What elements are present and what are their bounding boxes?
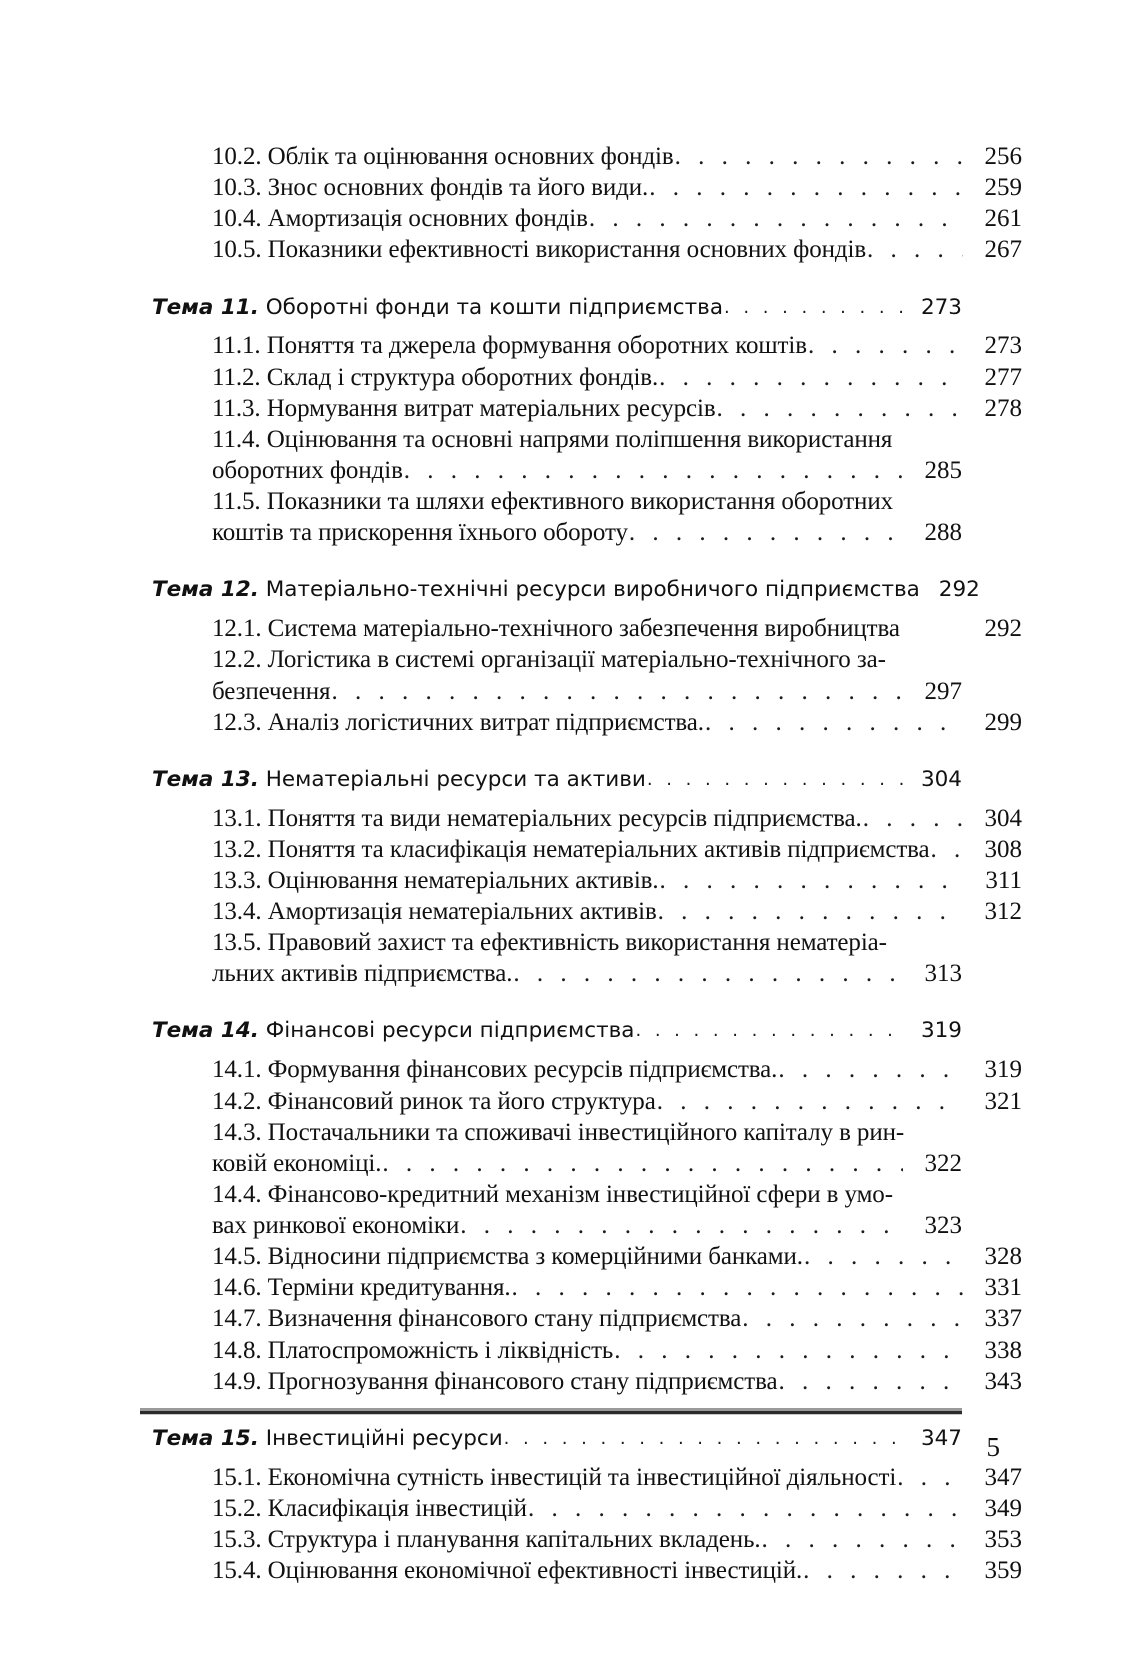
entry-label: 11.2. Склад і структура оборотних фондів.	[212, 363, 659, 391]
dot-leader	[528, 1493, 963, 1524]
theme-title: Фінансові ресурси підприємства	[258, 1018, 635, 1044]
toc-theme-entry[interactable]	[152, 577, 980, 603]
toc-entry[interactable]	[212, 707, 1022, 738]
entry-page-number: 292	[984, 615, 1022, 643]
theme-title: Матеріально-технічні ресурси виробничого підприємства	[258, 577, 920, 603]
dot-leader	[803, 1555, 963, 1586]
entry-label: безпечення	[212, 677, 331, 705]
entry-label: 14.7. Визначення фінансового стану підприємства	[212, 1305, 742, 1333]
entry-page-number: 319	[984, 1056, 1022, 1084]
entry-label: 14.3. Постачальники та споживачі інвестиційного капіталу в рин-	[212, 1118, 905, 1146]
entry-label: 15.2. Класифікація інвестицій	[212, 1494, 527, 1522]
toc-theme-entry[interactable]	[152, 1019, 962, 1044]
toc-group	[152, 141, 1022, 266]
theme-number: Тема 15.	[152, 1425, 259, 1451]
entry-page-number: 292	[938, 577, 980, 603]
toc-entry[interactable]	[212, 234, 1022, 265]
toc-group	[152, 577, 1022, 737]
theme-label	[152, 1427, 503, 1452]
entry-label: 12.3. Аналіз логістичних витрат підприємства.	[212, 708, 704, 736]
toc-entry-line-last	[212, 958, 962, 989]
toc-entry[interactable]	[212, 1493, 1022, 1524]
theme-title: Нематеріальні ресурси та активи	[258, 766, 646, 792]
dot-leader	[614, 1335, 963, 1366]
dot-leader	[931, 834, 963, 865]
toc-entry-line-last	[212, 676, 962, 707]
toc-entry[interactable]	[212, 1555, 1022, 1586]
entry-label: 13.1. Поняття та види нематеріальних ресурсів підприємства.	[212, 804, 862, 832]
entry-label: 11.3. Нормування витрат матеріальних ресурсів	[212, 394, 716, 422]
dot-leader	[897, 1462, 963, 1493]
entry-label: оборотних фондів	[212, 456, 403, 484]
entry-label: 14.8. Платоспроможність і ліквідність	[212, 1336, 614, 1364]
toc-entry-line	[212, 927, 962, 958]
toc-group	[152, 294, 1022, 549]
toc-entry[interactable]	[212, 1179, 962, 1241]
toc-entry[interactable]	[212, 1303, 1022, 1334]
toc-theme-entry[interactable]	[152, 1427, 962, 1452]
entry-page-number: 338	[984, 1336, 1022, 1364]
toc-entry[interactable]	[212, 865, 1022, 896]
footer-divider	[140, 1408, 962, 1415]
toc-entry[interactable]	[212, 644, 962, 706]
theme-title: Інвестиційні ресурси	[258, 1425, 503, 1451]
toc-entry-line-last	[212, 455, 962, 486]
dot-leader	[460, 1210, 903, 1241]
toc-entry[interactable]	[212, 896, 1022, 927]
toc-theme-entry[interactable]	[152, 296, 962, 321]
entry-label: коштів та прискорення їхнього обороту	[212, 519, 628, 547]
table-of-contents	[152, 141, 1022, 1586]
toc-entry[interactable]	[212, 1272, 1022, 1303]
dot-leader	[657, 1086, 963, 1117]
entry-page-number: 349	[984, 1494, 1022, 1522]
dot-leader	[659, 362, 963, 393]
dot-leader	[867, 234, 963, 265]
dot-leader	[404, 455, 903, 486]
entry-page-number: 353	[984, 1525, 1022, 1553]
entry-page-number: 328	[984, 1243, 1022, 1271]
dot-leader	[804, 1241, 963, 1272]
entry-page-number: 273	[984, 332, 1022, 360]
toc-entry[interactable]	[212, 1335, 1022, 1366]
entry-page-number: 261	[984, 205, 1022, 233]
toc-entry-line-last	[212, 517, 962, 548]
entry-label: 14.2. Фінансовий ринок та його структура	[212, 1087, 656, 1115]
toc-entry[interactable]	[212, 1117, 962, 1179]
entry-label: 13.5. Правовий захист та ефективність використання нематеріа-	[212, 929, 887, 957]
dot-leader	[863, 803, 963, 834]
entry-page-number: 359	[984, 1557, 1022, 1585]
theme-number: Тема 12.	[152, 577, 259, 603]
toc-entry[interactable]	[212, 927, 962, 989]
dot-leader	[382, 1148, 903, 1179]
footer-divider-shadow	[140, 1414, 962, 1415]
theme-label	[152, 578, 920, 603]
toc-entry[interactable]	[212, 172, 1022, 203]
entry-label: 15.3. Структура і планування капітальних вкладень.	[212, 1525, 761, 1553]
dot-leader	[331, 676, 903, 707]
entry-page-number: 347	[984, 1463, 1022, 1491]
theme-title: Оборотні фонди та кошти підприємства	[258, 294, 723, 320]
entry-page-number: 323	[924, 1212, 962, 1239]
entry-page-number: 304	[920, 766, 962, 792]
dot-leader	[778, 1054, 963, 1085]
entry-label: вах ринкової економіки	[212, 1212, 460, 1239]
entry-page-number: 278	[984, 394, 1022, 422]
toc-entry-line	[212, 424, 962, 455]
entry-label: 11.5. Показники та шляхи ефективного використання оборотних	[212, 488, 894, 516]
entry-label: 13.3. Оцінювання нематеріальних активів.	[212, 866, 659, 894]
dot-leader	[660, 865, 963, 896]
dot-leader	[629, 517, 903, 548]
entry-label: 11.1. Поняття та джерела формування оборотних коштів	[212, 332, 807, 360]
entry-page-number: 321	[984, 1087, 1022, 1115]
entry-page-number: 308	[984, 835, 1022, 863]
entry-page-number: 312	[984, 898, 1022, 926]
entry-label: 10.5. Показники ефективності використання основних фондів	[212, 236, 867, 264]
dot-leader	[589, 203, 963, 234]
entry-page-number: 343	[984, 1367, 1022, 1395]
toc-entry-line	[212, 1179, 962, 1210]
toc-entry[interactable]	[212, 203, 1022, 234]
dot-leader	[724, 298, 903, 319]
entry-label: 15.1. Економічна сутність інвестицій та інвестиційної діяльності	[212, 1463, 897, 1491]
entry-label: 11.4. Оцінювання та основні напрями поліпшення використання	[212, 425, 893, 453]
entry-label: 10.3. Знос основних фондів та його види.	[212, 174, 649, 202]
entry-page-number: 311	[985, 866, 1022, 894]
entry-page-number: 273	[920, 294, 962, 320]
toc-entry[interactable]	[212, 330, 1022, 361]
dot-leader	[742, 1303, 963, 1334]
toc-entry-line-last	[212, 1210, 962, 1241]
entry-page-number: 304	[984, 804, 1022, 832]
dot-leader	[513, 958, 903, 989]
dot-leader	[808, 330, 963, 361]
dot-leader	[658, 896, 963, 927]
theme-number: Тема 13.	[152, 766, 259, 792]
dot-leader	[675, 141, 963, 172]
entry-page-number: 331	[984, 1274, 1022, 1302]
dot-leader	[647, 770, 903, 791]
theme-number: Тема 14.	[152, 1018, 259, 1044]
entry-page-number: 347	[920, 1425, 962, 1451]
dot-leader	[705, 707, 963, 738]
entry-page-number: 319	[920, 1018, 962, 1044]
toc-entry[interactable]	[212, 424, 962, 486]
toc-entry-line-last	[212, 1148, 962, 1179]
toc-theme-entry[interactable]	[152, 768, 962, 793]
dot-leader	[649, 172, 963, 203]
toc-entry[interactable]	[212, 1524, 1022, 1555]
toc-entry[interactable]	[212, 362, 1022, 393]
theme-number: Тема 11.	[152, 294, 259, 320]
dot-leader	[504, 1429, 903, 1450]
entry-label: льних активів підприємства.	[212, 960, 513, 988]
entry-page-number: 285	[924, 456, 962, 484]
dot-leader	[717, 393, 963, 424]
entry-page-number: 267	[984, 236, 1022, 264]
entry-page-number: 277	[984, 363, 1022, 391]
toc-group	[152, 1425, 1022, 1586]
entry-label: 12.1. Система матеріально-технічного забезпечення виробництва	[212, 615, 900, 643]
toc-entry[interactable]	[212, 486, 962, 548]
entry-label: 14.6. Терміни кредитування.	[212, 1274, 511, 1302]
toc-entry-line	[212, 1117, 962, 1148]
toc-entry[interactable]	[212, 1241, 1022, 1272]
entry-page-number: 299	[984, 708, 1022, 736]
toc-entry-line	[212, 644, 962, 675]
dot-leader	[762, 1524, 963, 1555]
toc-entry[interactable]	[212, 613, 1022, 644]
dot-leader	[512, 1272, 963, 1303]
toc-entry-line	[212, 486, 962, 517]
toc-entry[interactable]	[212, 834, 1022, 865]
entry-label: 12.2. Логістика в системі організації матеріально-технічного за-	[212, 646, 886, 674]
toc-entry[interactable]	[212, 1054, 1022, 1085]
entry-page-number: 259	[984, 174, 1022, 202]
theme-label	[152, 296, 723, 321]
toc-entry[interactable]	[212, 1462, 1022, 1493]
entry-page-number: 313	[924, 960, 962, 988]
entry-label: 14.1. Формування фінансових ресурсів підприємства.	[212, 1056, 778, 1084]
entry-label: 14.5. Відносини підприємства з комерційними банками.	[212, 1243, 803, 1271]
entry-page-number: 297	[924, 677, 962, 705]
toc-entry[interactable]	[212, 1366, 1022, 1397]
toc-entry[interactable]	[212, 141, 1022, 172]
entry-label: 14.4. Фінансово-кредитний механізм інвестиційної сфери в умо-	[212, 1180, 893, 1208]
toc-entry[interactable]	[212, 803, 1022, 834]
entry-label: 13.2. Поняття та класифікація нематеріальних активів підприємства	[212, 835, 930, 863]
entry-label: 15.4. Оцінювання економічної ефективності інвестицій.	[212, 1557, 803, 1585]
page-number: 5	[986, 1432, 1000, 1462]
theme-label	[152, 1019, 634, 1044]
toc-entry[interactable]	[212, 393, 1022, 424]
entry-label: 13.4. Амортизація нематеріальних активів	[212, 898, 657, 926]
entry-label: ковій економіці.	[212, 1149, 382, 1177]
entry-label: 10.4. Амортизація основних фондів	[212, 205, 588, 233]
toc-group	[152, 766, 1022, 990]
entry-label: 14.9. Прогнозування фінансового стану підприємства	[212, 1367, 778, 1395]
dot-leader	[635, 1021, 903, 1042]
toc-group	[152, 1018, 1022, 1396]
entry-label: 10.2. Облік та оцінювання основних фондів	[212, 143, 674, 170]
dot-leader	[778, 1366, 963, 1397]
entry-page-number: 288	[924, 519, 962, 547]
entry-page-number: 337	[984, 1305, 1022, 1333]
toc-entry[interactable]	[212, 1086, 1022, 1117]
theme-label	[152, 768, 646, 793]
entry-page-number: 322	[924, 1149, 962, 1177]
entry-page-number: 256	[984, 143, 1022, 170]
